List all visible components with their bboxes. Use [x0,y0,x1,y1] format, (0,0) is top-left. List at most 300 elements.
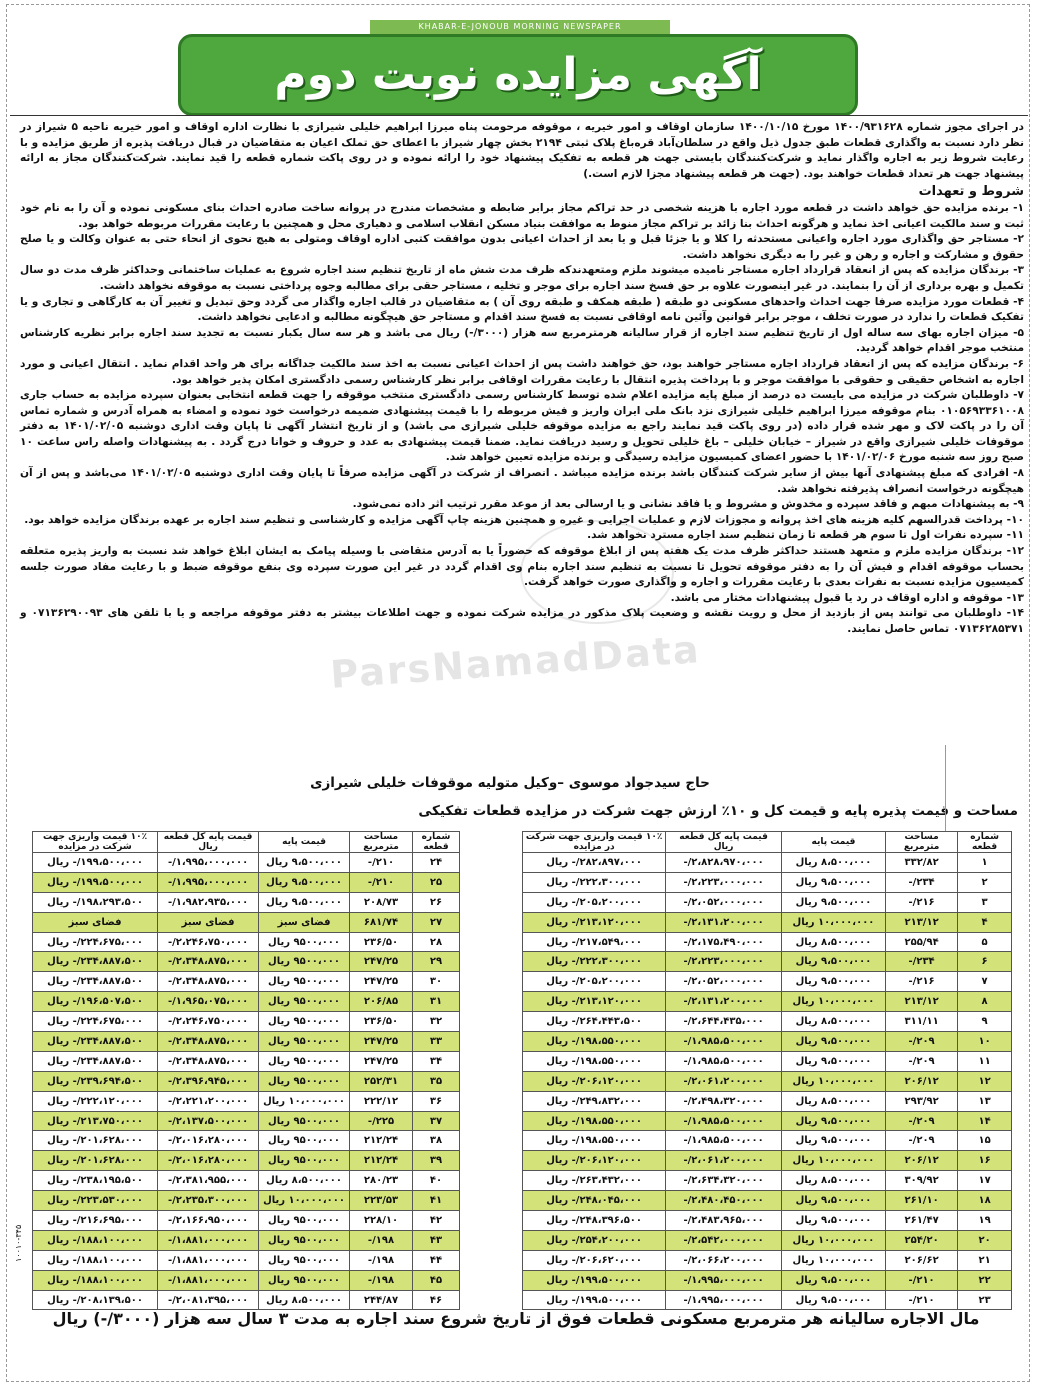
table-cell: ۱۸۸،۱۰۰،۰۰۰/- ریال [33,1250,158,1270]
table-cell: ۹،۵۰۰،۰۰۰ ریال [781,1032,885,1052]
table-cell: ۱۹۸/- [349,1270,412,1290]
table-row [523,1012,1012,1032]
table-row [523,1211,1012,1231]
table-cell: ۲۸۲،۸۹۷،۰۰۰/- ریال [523,853,666,873]
table-cell: ۱۰،۰۰۰،۰۰۰ ریال [781,992,885,1012]
condition-item: ۴- قطعات مورد مزایده صرفا جهت احداث واحدهای مسکونی دو طبقه ( طبقه همکف و طبقه روی آن ) به متقاضیان در قالب اجاره واگذار می گردد وحق تبدیل و تغییر آن به کارگاهی و تجاری و یا تفکیک قطعات را ندارد در صورت تخلف ، موجر برابر قوانین وآئین نامه اوقافی نسبت به فسخ سند اقدام و مستاجر حق هیچگونه مطالبه و ادعایی نخواهد داشت. [20,295,1024,324]
table-cell: ۲۰۶،۱۲۰،۰۰۰/- ریال [523,1071,666,1091]
table-cell: ۲۰ [958,1230,1012,1250]
table-cell: ۳۳ [413,1032,460,1052]
table-cell: ۱۰ [958,1032,1012,1052]
table-cell: ۲۱۳،۱۲۰،۰۰۰/- ریال [523,912,666,932]
table-cell: ۳۳۲/۸۲ [886,853,958,873]
table-cell: ۲۰۹/- [886,1111,958,1131]
table-cell: ۲۳۸،۱۹۵،۵۰۰/- ریال [33,1171,158,1191]
table-cell: ۲۰۹/- [886,1131,958,1151]
table-cell: ۲۸ [413,932,460,952]
table-cell: ۲۳۴،۸۸۷،۵۰۰/- ریال [33,1051,158,1071]
table-cell: ۱۳ [958,1091,1012,1111]
table-cell: ۴۶ [413,1290,460,1310]
table-cell: ۹،۵۰۰،۰۰۰ ریال [781,1111,885,1131]
table-cell: ۱۰،۰۰۰،۰۰۰ ریال [259,1091,350,1111]
table-cell: ۹۵۰۰،۰۰۰ ریال [259,1051,350,1071]
table-cell: ۲،۴۸۰،۴۵۰،۰۰۰/- [666,1191,782,1211]
table-cell: ۲۱۰/- [349,853,412,873]
table-row [33,1270,460,1290]
column-header: مساحت مترمربع [349,832,412,853]
table-row [33,1171,460,1191]
table-cell: ۱۹۶،۵۰۷،۵۰۰/- ریال [33,992,158,1012]
table-cell: ۹۵۰۰،۰۰۰ ریال [259,992,350,1012]
conditions-list [20,201,1024,638]
table-row [33,952,460,972]
table-cell: ۱۰،۰۰۰،۰۰۰ ریال [781,1071,885,1091]
table-row [33,912,460,932]
table-row [33,1131,460,1151]
table-cell: ۲،۵۴۲،۰۰۰،۰۰۰/- [666,1230,782,1250]
table-row [33,1032,460,1052]
table-title: مساحت و قیمت پذیره پایه و قیمت کل و ۱۰٪ ارزش جهت شرکت در مزایده قطعات تفکیکی [418,803,1018,819]
condition-item: ۶- برندگان مزایده که پس از انعقاد قرارداد اجاره مستاجر خواهند بود، حق خواهند داشت پس از احداث اعیانی نسبت به اخذ سند مالکیت جداگانه برای هر واحد اقدام نماید . انتقال اعیانی و مورد اجاره به اشخاص حقیقی و حقوقی با موافقت موجر و با پرداخت پذیره انتقال با رعایت مقررات اوقافی برابر نظر کارشناس رسمی دادگستری امکان پذیر خواهد بود. [20,357,1024,386]
table-cell: ۲۳۴،۸۸۷،۵۰۰/- ریال [33,972,158,992]
table-row [33,1230,460,1250]
title-banner [178,34,858,116]
table-cell: فضای سبز [259,912,350,932]
table-cell: ۲،۳۹۶،۹۴۵،۰۰۰/- [158,1071,259,1091]
table-cell: ۱،۹۸۵،۵۰۰،۰۰۰/- [666,1131,782,1151]
table-cell: ۹۵۰۰،۰۰۰ ریال [259,952,350,972]
table-cell: ۱۹۸،۵۵۰،۰۰۰/- ریال [523,1032,666,1052]
table-cell: ۲،۶۴۴،۴۳۵،۰۰۰/- [666,1012,782,1032]
table-cell: ۹۵۰۰،۰۰۰ ریال [259,1012,350,1032]
column-header: شماره قطعه [413,832,460,853]
condition-item: ۱۳- موقوفه و اداره اوقاف در رد یا قبول پیشنهادات مختار می باشد. [670,591,1024,604]
ad-code: ۱۰۰۱۰-۳۴۵ [14,1224,23,1262]
table-cell: ۲۲۲،۳۰۰،۰۰۰/- ریال [523,872,666,892]
table-cell: ۳۸ [413,1131,460,1151]
table-cell: ۲۰۶/۸۵ [349,992,412,1012]
table-cell: ۴۳ [413,1230,460,1250]
table-row [33,1191,460,1211]
table-cell: ۸،۵۰۰،۰۰۰ ریال [781,853,885,873]
table-cell: فضای سبز [158,912,259,932]
table-row [33,872,460,892]
page-title: آگهی مزایده نوبت دوم [274,49,762,100]
table-cell: ۳۱ [413,992,460,1012]
table-cell: ۱۸۸،۱۰۰،۰۰۰/- ریال [33,1230,158,1250]
table-cell: ۲۱۶،۶۹۵،۰۰۰/- ریال [33,1211,158,1231]
table-cell: ۱۷ [958,1171,1012,1191]
table-cell: ۲،۰۱۶،۲۸۰،۰۰۰/- [158,1131,259,1151]
table-cell: ۲۶ [413,892,460,912]
table-cell: ۲،۴۹۸،۳۲۰،۰۰۰/- [666,1091,782,1111]
table-cell: ۲۴۸،۰۴۵،۰۰۰/- ریال [523,1191,666,1211]
table-cell: ۹،۵۰۰،۰۰۰ ریال [781,1191,885,1211]
condition-item: ۱۱- سپرده نفرات اول تا سوم هر قطعه تا زمان تنظیم سند اجاره مسترد نخواهد شد. [587,529,1024,542]
table-cell: ۲،۱۳۱،۲۰۰،۰۰۰/- [666,992,782,1012]
condition-item: ۸- افرادی که مبلغ پیشنهادی آنها بیش از سایر شرکت کنندگان باشد برنده مزایده میباشد . انصراف از شرکت در آگهی مزایده صرفاً تا پایان وقت اداری دوشنبه ۱۴۰۱/۰۲/۰۵ می‌باشد و پس از آن هیچگونه درخواست انصراف پذیرفته نخواهد شد. [20,467,1024,495]
table-cell: ۹۵۰۰،۰۰۰ ریال [259,1071,350,1091]
table-row [33,972,460,992]
table-cell: ۸،۵۰۰،۰۰۰ ریال [259,1290,350,1310]
table-cell: ۹۵۰۰،۰۰۰ ریال [259,1211,350,1231]
table-row [523,892,1012,912]
table-cell: ۹،۵۰۰،۰۰۰ ریال [781,872,885,892]
table-cell: ۲۴۷/۲۵ [349,972,412,992]
table-cell: ۱۹۹،۵۰۰،۰۰۰/- ریال [33,872,158,892]
plots-table-right [522,831,1012,1310]
table-cell: ۲۲۳،۵۳۰،۰۰۰/- ریال [33,1191,158,1211]
table-cell: ۲،۸۲۸،۹۷۰،۰۰۰/- [666,853,782,873]
table-cell: ۲،۰۵۲،۰۰۰،۰۰۰/- [666,972,782,992]
table-row [523,1230,1012,1250]
table-cell: ۱۶ [958,1151,1012,1171]
table-row [523,1111,1012,1131]
table-row [33,1151,460,1171]
table-cell: ۱،۹۸۵،۵۰۰،۰۰۰/- [666,1032,782,1052]
watermark: ParsNamadData [328,627,702,697]
condition-item: ۳- برندگان مزایده که پس از انعقاد قرارداد اجاره مستاجر نامیده میشوند ملزم ومتعهدندکه ظرف مدت شش ماه از تاریخ تنظیم سند اجاره شروع به عملیات ساختمانی وحداکثر ظرف مدت دو سال تکمیل و بهره برداری از آن را بنمایند. در غیر اینصورت علاوه بر حق فسخ سند اجاره برای موجر و تخلیه ، مستاجر حقی برای مطالبه وجوه پرداختی نسبت به موقوفه نخواهد داشت. [20,264,1024,292]
table-cell: ۲۲۲،۱۲۰،۰۰۰/- ریال [33,1091,158,1111]
condition-item: ۱- برنده مزایده حق خواهد داشت در قطعه مورد اجاره با هزینه شخصی در حد تراکم مجاز برابر ضابطه و مشخصات مندرج در پروانه ساخت صادره احداث بنای مسکونی نموده و آن را به نام خود ثبت و سند مالکیت اعیانی اخذ نماید و هرگونه احداث بنا زائد بر تراکم مجاز منوط به موافقت بنیاد مسکن انقلاب اسلامی و دهیاری محل و همچنین با رعایت مقررات مربوطه خواهد بود. [20,201,1024,230]
table-cell: ۲۰۶/۱۲ [886,1071,958,1091]
table-row [523,1032,1012,1052]
table-cell: ۱،۸۸۱،۰۰۰،۰۰۰/- [158,1270,259,1290]
table-header-row [33,832,460,853]
table-row [523,1071,1012,1091]
table-row [523,1091,1012,1111]
table-cell: ۲۰۶/۶۲ [886,1250,958,1270]
table-cell: ۳۵ [413,1071,460,1091]
table-cell: ۱۹۸،۵۵۰،۰۰۰/- ریال [523,1051,666,1071]
table-cell: ۶ [958,952,1012,972]
table-cell: ۲،۱۶۶،۹۵۰،۰۰۰/- [158,1211,259,1231]
table-cell: ۲۱۲/۲۴ [349,1131,412,1151]
plots-table-left [32,831,460,1310]
table-cell: ۱،۹۶۵،۰۷۵،۰۰۰/- [158,992,259,1012]
table-cell: ۱۹۹،۵۰۰،۰۰۰/- ریال [523,1270,666,1290]
table-cell: ۲،۴۸۳،۹۶۵،۰۰۰/- [666,1211,782,1231]
table-cell: ۱۹ [958,1211,1012,1231]
table-cell: ۴۱ [413,1191,460,1211]
table-cell: ۲۹ [413,952,460,972]
table-cell: ۲،۲۴۶،۷۵۰،۰۰۰/- [158,1012,259,1032]
table-cell: ۳۴ [413,1051,460,1071]
table-cell: ۲،۰۶۶،۲۰۰،۰۰۰/- [666,1250,782,1270]
table-row [33,1111,460,1131]
table-cell: ۲۶۳،۴۳۲،۰۰۰/- ریال [523,1171,666,1191]
table-cell: ۱۲ [958,1071,1012,1091]
table-cell: ۲۰۹/- [886,1032,958,1052]
table-cell: ۹،۵۰۰،۰۰۰ ریال [781,952,885,972]
table-cell: ۲۲۲،۳۰۰،۰۰۰/- ریال [523,952,666,972]
table-cell: ۲۱۰/- [349,872,412,892]
table-cell: ۲۵۴،۲۰۰،۰۰۰/- ریال [523,1230,666,1250]
table-cell: ۲۱۳/۱۲ [886,992,958,1012]
table-cell: ۲،۰۸۱،۳۹۵،۰۰۰/- [158,1290,259,1310]
table-cell: ۸ [958,992,1012,1012]
table-cell: ۷ [958,972,1012,992]
table-cell: ۲،۲۳۵،۳۰۰،۰۰۰/- [158,1191,259,1211]
table-cell: ۲،۳۸۱،۹۵۵،۰۰۰/- [158,1171,259,1191]
table-cell: ۱،۹۸۵،۵۰۰،۰۰۰/- [666,1111,782,1131]
table-row [523,972,1012,992]
table-cell: ۲۰۵،۲۰۰،۰۰۰/- ریال [523,972,666,992]
table-row [33,1071,460,1091]
table-cell: ۹۵۰۰،۰۰۰ ریال [259,1151,350,1171]
table-cell: ۲۳۶/۵۰ [349,1012,412,1032]
table-cell: ۲۴ [413,853,460,873]
condition-item: ۵- میزان اجاره بهای سه ساله اول از تاریخ تنظیم سند اجاره از قرار سالیانه هرمترمربع سه هزار (۳۰۰۰/-) ریال می باشد و هر سه سال یکبار نسبت به تجدید سند اجاره برابر نظریه کارشناس منتخب موجر اقدام خواهد گردید. [20,326,1024,355]
condition-item: ۱۰- پرداخت قدرالسهم کلیه هزینه های اخذ پروانه و مجوزات لازم و عملیات اجرایی و غیره و همچنین هزینه چاپ آگهی مزایده و کارشناسی و تنظیم سند اجاره بر عهده برندگان مزایده خواهد بود. [24,513,1024,526]
table-row [33,1211,460,1231]
rent-footer-note: مال الاجاره سالیانه هر مترمربع مسکونی قطعات فوق از تاریخ شروع سند اجاره به مدت ۳ سال سه هزار (۳۰۰۰/-) ریال [52,1309,980,1328]
condition-item: ۹- به پیشنهادات مبهم و فاقد سپرده و مخدوش و مشروط و یا فاقد نشانی و یا ارسالی بعد از موعد مقرر ترتیب اثر داده نمی‌شود. [352,498,1024,511]
table-cell: ۲۱۲/۲۴ [349,1151,412,1171]
table-cell: ۹۵۰۰،۰۰۰ ریال [259,932,350,952]
table-cell: ۲،۳۴۸،۸۷۵،۰۰۰/- [158,1032,259,1052]
table-cell: ۹۵۰۰،۰۰۰ ریال [259,1250,350,1270]
signature: حاج سیدجواد موسوی –وکیل متولیه موقوفات خلیلی شیرازی [310,775,710,791]
table-cell: ۱۸ [958,1191,1012,1211]
table-cell: ۲۸۰/۲۳ [349,1171,412,1191]
table-cell: ۲۲۴،۶۷۵،۰۰۰/- ریال [33,932,158,952]
table-cell: ۲،۲۴۶،۷۵۰،۰۰۰/- [158,932,259,952]
column-header: قیمت پایه [259,832,350,853]
table-cell: ۲۰۶،۶۲۰،۰۰۰/- ریال [523,1250,666,1270]
table-cell: ۲۷ [413,912,460,932]
table-row [523,992,1012,1012]
table-row [33,1051,460,1071]
table-cell: ۲۱۳/۱۲ [886,912,958,932]
table-cell: ۲۱ [958,1250,1012,1270]
table-cell: ۲۱۶/- [886,972,958,992]
table-cell: ۲،۰۶۱،۲۰۰،۰۰۰/- [666,1151,782,1171]
table-cell: ۲۶۱/۴۷ [886,1211,958,1231]
table-cell: ۹،۵۰۰،۰۰۰ ریال [781,1290,885,1310]
table-cell: ۲۹۳/۹۲ [886,1091,958,1111]
table-cell: ۲۰۸،۱۳۹،۵۰۰/- ریال [33,1290,158,1310]
table-cell: ۹،۵۰۰،۰۰۰ ریال [259,853,350,873]
table-cell: ۲،۰۵۲،۰۰۰،۰۰۰/- [666,892,782,912]
table-row [33,853,460,873]
table-row [33,1012,460,1032]
announcement-body [20,120,1024,638]
table-cell: ۲۰۶،۱۲۰،۰۰۰/- ریال [523,1151,666,1171]
table-cell: ۱،۹۸۵،۵۰۰،۰۰۰/- [666,1051,782,1071]
table-cell: ۲۳۴،۸۸۷،۵۰۰/- ریال [33,952,158,972]
table-cell: ۲۰۱،۶۲۸،۰۰۰/- ریال [33,1151,158,1171]
table-cell: ۲۳۹،۶۹۴،۵۰۰/- ریال [33,1071,158,1091]
intro-paragraph: در اجرای مجوز شماره ۱۴۰۰/۹۳۱۶۲۸ مورخ ۱۴۰۰/۱۰/۱۵ سازمان اوقاف و امور خیریه ، موقوفه مرحومت پناه میرزا ابراهیم خلیلی شیرازی با نظارت اداره اوقاف و امور خیریه ناحیه ۵ شیراز در نظر دارد نسبت به واگذاری قطعات طبق جدول ذیل واقع در سلطان‌آباد قره‌باغ پلاک ثبتی ۲۱۹۴ بخش چهار شیراز با اعطای حق تملک اعیان به متقاضیان در قبال دریافت پذیره از طریق مزایده و با رعایت شروط زیر به اجاره واگذار نماید و شرکت‌کنندگان بایستی جهت هر قطعه به تفکیک پیشنهاد خود را ارائه نموده و در روی پاکت شماره قطعه را قید نمایند. شرکت‌کنندگان مجاز به ارائه پیشنهاد جهت هر تعداد قطعات خواهند بود. (جهت هر قطعه پیشنهاد مجزا لازم است.) [20,121,1025,180]
table-cell: ۲۱۰/- [886,1270,958,1290]
table-row [523,912,1012,932]
table-cell: ۱،۸۸۱،۰۰۰،۰۰۰/- [158,1250,259,1270]
table-row [523,1131,1012,1151]
table-cell: ۲۰۱،۶۲۸،۰۰۰/- ریال [33,1131,158,1151]
table-cell: ۱۰،۰۰۰،۰۰۰ ریال [259,1191,350,1211]
table-cell: ۱۵ [958,1131,1012,1151]
table-row [523,1250,1012,1270]
table-cell: ۹،۵۰۰،۰۰۰ ریال [781,892,885,912]
table-row [523,952,1012,972]
table-cell: ۱۹۸،۲۹۳،۵۰۰/- ریال [33,892,158,912]
table-cell: ۲۶۴،۴۴۳،۵۰۰/- ریال [523,1012,666,1032]
table-cell: ۲۰۸/۷۳ [349,892,412,912]
table-cell: ۲،۰۶۱،۲۰۰،۰۰۰/- [666,1071,782,1091]
table-row [523,1171,1012,1191]
table-cell: ۲،۲۲۱،۲۰۰،۰۰۰/- [158,1091,259,1111]
table-cell: ۱،۹۹۵،۰۰۰،۰۰۰/- [158,872,259,892]
table-cell: ۹۵۰۰،۰۰۰ ریال [259,1270,350,1290]
table-cell: ۲۲۴،۶۷۵،۰۰۰/- ریال [33,1012,158,1032]
table-cell: ۱،۹۹۵،۰۰۰،۰۰۰/- [158,853,259,873]
table-cell: ۲۵ [413,872,460,892]
table-cell: ۲۵۲/۳۱ [349,1071,412,1091]
table-cell: ۳ [958,892,1012,912]
table-cell: ۹،۵۰۰،۰۰۰ ریال [259,872,350,892]
table-cell: ۹۵۰۰،۰۰۰ ریال [259,1131,350,1151]
table-cell: ۲۰۹/- [886,1051,958,1071]
table-cell: ۲۳۶/۵۰ [349,932,412,952]
table-cell: ۱۸۸،۱۰۰،۰۰۰/- ریال [33,1270,158,1290]
conditions-heading: شروط و تعهدات [918,184,1024,200]
table-cell: ۲۴۸،۳۹۶،۵۰۰/- ریال [523,1211,666,1231]
table-row [33,1091,460,1111]
table-cell: ۸،۵۰۰،۰۰۰ ریال [259,1171,350,1191]
table-cell: ۲،۲۲۳،۰۰۰،۰۰۰/- [666,952,782,972]
table-row [33,992,460,1012]
table-cell: ۹۵۰۰،۰۰۰ ریال [259,1032,350,1052]
table-cell: ۱،۹۸۲،۹۳۵،۰۰۰/- [158,892,259,912]
condition-item: ۷- داوطلبان شرکت در مزایده می بایست ده درصد از مبلغ پایه مزایده اعلام شده توسط کارشناس رسمی دادگستری منتخب موقوفه را جهت قطعه انتخابی بعنوان سپرده مزایده به حساب جاری ۰۱۰۵۶۹۳۳۶۱۰۰۸ بنام موقوفه میرزا ابراهیم خلیلی شیرازی نزد بانک ملی ایران واریز و فیش مربوطه را با قیمت پیشنهادی ضمیمه درخواست خود نموده و امضاء به همراه آدرس و شماره تماس آن را در پاکت لاک و مهر شده قرار داده (در روی پاکت قید نمایند راجع به مزایده موقوفه خلیلی شیرازی می باشد) و از تاریخ انتشار آگهی تا پایان وقت اداری دوشنبه ۱۴۰۱/۰۲/۰۵ به دفتر موقوفات خلیلی شیرازی واقع در شیراز – خیابان خلیلی – باغ خلیلی تحویل و رسید دریافت نماید. ضمنا قیمت پیشنهادی به عدد و حروف و خوانا درج گردد . به پیشنهادات واصله راس ساعت ۱۰ صبح روز سه شنبه مورخ ۱۴۰۱/۰۲/۰۶ با حضور اعضای کمیسیون مزایده رسیدگی و برنده مزایده تعیین خواهد شد. [20,389,1024,464]
table-cell: ۲ [958,872,1012,892]
table-cell: ۲،۳۴۸،۸۷۵،۰۰۰/- [158,972,259,992]
table-cell: ۲۶۱/۱۰ [886,1191,958,1211]
table-cell: ۳۲ [413,1012,460,1032]
table-cell: ۱۹۸/- [349,1230,412,1250]
table-cell: ۳۶ [413,1091,460,1111]
table-cell: ۲۱۳،۷۵۰،۰۰۰/- ریال [33,1111,158,1131]
table-cell: ۹ [958,1012,1012,1032]
table-cell: ۹۵۰۰،۰۰۰ ریال [259,1230,350,1250]
table-cell: ۴۲ [413,1211,460,1231]
table-row [523,872,1012,892]
table-cell: ۲،۳۴۸،۸۷۵،۰۰۰/- [158,1051,259,1071]
table-cell: ۲۳۴/- [886,952,958,972]
table-cell: ۹۵۰۰،۰۰۰ ریال [259,1111,350,1131]
newspaper-tag: KHABAR-E-JONOUB MORNING NEWSPAPER [370,20,670,34]
table-cell: ۹،۵۰۰،۰۰۰ ریال [259,892,350,912]
table-cell: ۳۱۱/۱۱ [886,1012,958,1032]
table-cell: ۱،۸۸۱،۰۰۰،۰۰۰/- [158,1230,259,1250]
table-cell: ۱،۹۹۵،۰۰۰،۰۰۰/- [666,1290,782,1310]
table-cell: ۲۵۵/۹۴ [886,932,958,952]
table-cell: ۲،۱۳۱،۲۰۰،۰۰۰/- [666,912,782,932]
table-cell: ۲۵۴/۲۰ [886,1230,958,1250]
table-cell: ۲۴۷/۲۵ [349,1051,412,1071]
table-cell: ۸،۵۰۰،۰۰۰ ریال [781,1171,885,1191]
table-row [33,932,460,952]
table-cell: ۱۹۹،۵۰۰،۰۰۰/- ریال [523,1290,666,1310]
table-row [33,1290,460,1310]
table-cell: ۹،۵۰۰،۰۰۰ ریال [781,972,885,992]
table-cell: ۶۸۱/۷۴ [349,912,412,932]
table-cell: ۳۹ [413,1151,460,1171]
table-cell: ۸،۵۰۰،۰۰۰ ریال [781,1012,885,1032]
table-cell: ۲۳۴/- [886,872,958,892]
condition-item: ۱۴- داوطلبان می توانند پس از بازدید از محل و رویت نقشه و وضعیت پلاک مذکور در مزایده شرکت نموده و جهت اطلاعات بیشتر به دفتر موقوفه مراجعه و یا با تلفن های ۰۷۱۳۶۲۹۰۰۹۳ و ۰۷۱۳۶۲۸۵۳۷۱ تماس حاصل نمایند. [20,607,1024,635]
table-row [523,1191,1012,1211]
table-header-row [523,832,1012,853]
table-cell: ۲۰۵،۲۰۰،۰۰۰/- ریال [523,892,666,912]
table-cell: ۹،۵۰۰،۰۰۰ ریال [781,1270,885,1290]
table-cell: ۸،۵۰۰،۰۰۰ ریال [781,1091,885,1111]
table-row [523,1051,1012,1071]
table-row [33,892,460,912]
table-row [523,1151,1012,1171]
table-cell: ۸،۵۰۰،۰۰۰ ریال [781,932,885,952]
table-cell: ۲،۰۱۶،۲۸۰،۰۰۰/- [158,1151,259,1171]
table-cell: فضای سبز [33,912,158,932]
column-header: قیمت پایه [781,832,885,853]
table-cell: ۱۱ [958,1051,1012,1071]
table-cell: ۴۴ [413,1250,460,1270]
column-header: ۱۰٪ قیمت واریزی جهت شرکت در مزایده [523,832,666,853]
table-cell: ۲۱۳،۱۲۰،۰۰۰/- ریال [523,992,666,1012]
table-cell: ۱۴ [958,1111,1012,1131]
column-header: قیمت پایه کل قطعه ریال [666,832,782,853]
table-cell: ۱۰،۰۰۰،۰۰۰ ریال [781,1230,885,1250]
condition-item: ۱۲- برندگان مزایده ملزم و متعهد هستند حداکثر ظرف مدت یک هفته پس از ابلاغ موقوفه که حضوراً یا به آدرس متقاضی با وسیله پیامک به ایشان ابلاغ خواهد شد نسبت به واریز پذیره متعلقه بحساب موقوفه اقدام و فیش آن را به دفتر موقوفه تحویل تا نسبت به تنظیم سند اجاره بنام وی اقدام گردد در غیر این صورت سپرده وی بنفع موقوفه ضبط و با رعایت مفاد صورت جلسه کمیسیون مزایده نسبت به نفرات بعدی با رعایت مقررات و اجاره و واگذاری صورت خواهد گرفت. [20,545,1024,589]
table-cell: ۲،۱۷۵،۴۹۰،۰۰۰/- [666,932,782,952]
table-cell: ۲۱۶/- [886,892,958,912]
column-header: مساحت مترمربع [886,832,958,853]
table-cell: ۹،۵۰۰،۰۰۰ ریال [781,1211,885,1231]
table-cell: ۱۰،۰۰۰،۰۰۰ ریال [781,1250,885,1270]
table-cell: ۲۱۷،۵۴۹،۰۰۰/- ریال [523,932,666,952]
table-cell: ۱۰،۰۰۰،۰۰۰ ریال [781,912,885,932]
table-cell: ۴۵ [413,1270,460,1290]
divider [10,115,1028,116]
table-cell: ۴۰ [413,1171,460,1191]
table-row [523,1270,1012,1290]
condition-item: ۲- مستاجر حق واگذاری مورد اجاره واعیانی مستحدثه را کلا و یا جزئا قبل و یا بعد از احداث اعیانی بدون موافقت کتبی اداره اوقاف ومتولی به هیچ نحوی از انحاء حتی به عنوان وکالت و یا صلح حقوق و مشارکت و اجاره و رهن و غیر را به دیگری نخواهد داشت. [20,233,1024,261]
table-cell: ۲۴۷/۲۵ [349,952,412,972]
table-cell: ۱ [958,853,1012,873]
table-row [33,1250,460,1270]
table-cell: ۲۲۵/- [349,1111,412,1131]
table-cell: ۲۴۴/۸۷ [349,1290,412,1310]
table-cell: ۳۷ [413,1111,460,1131]
table-cell: ۲۲۲/۱۲ [349,1091,412,1111]
table-cell: ۱۹۸،۵۵۰،۰۰۰/- ریال [523,1131,666,1151]
table-cell: ۲۲۸/۱۰ [349,1211,412,1231]
table-cell: ۹۵۰۰،۰۰۰ ریال [259,972,350,992]
table-cell: ۲۲ [958,1270,1012,1290]
table-cell: ۲۳ [958,1290,1012,1310]
table-cell: ۲۲۳/۵۳ [349,1191,412,1211]
table-cell: ۱،۹۹۵،۰۰۰،۰۰۰/- [666,1270,782,1290]
table-cell: ۱۰،۰۰۰،۰۰۰ ریال [781,1151,885,1171]
table-cell: ۹،۵۰۰،۰۰۰ ریال [781,1051,885,1071]
table-cell: ۲۱۰/- [886,1290,958,1310]
table-cell: ۹،۵۰۰،۰۰۰ ریال [781,1131,885,1151]
table-cell: ۱۹۸/- [349,1250,412,1270]
column-header: شماره قطعه [958,832,1012,853]
table-cell: ۲،۳۴۸،۸۷۵،۰۰۰/- [158,952,259,972]
table-cell: ۲۴۷/۲۵ [349,1032,412,1052]
